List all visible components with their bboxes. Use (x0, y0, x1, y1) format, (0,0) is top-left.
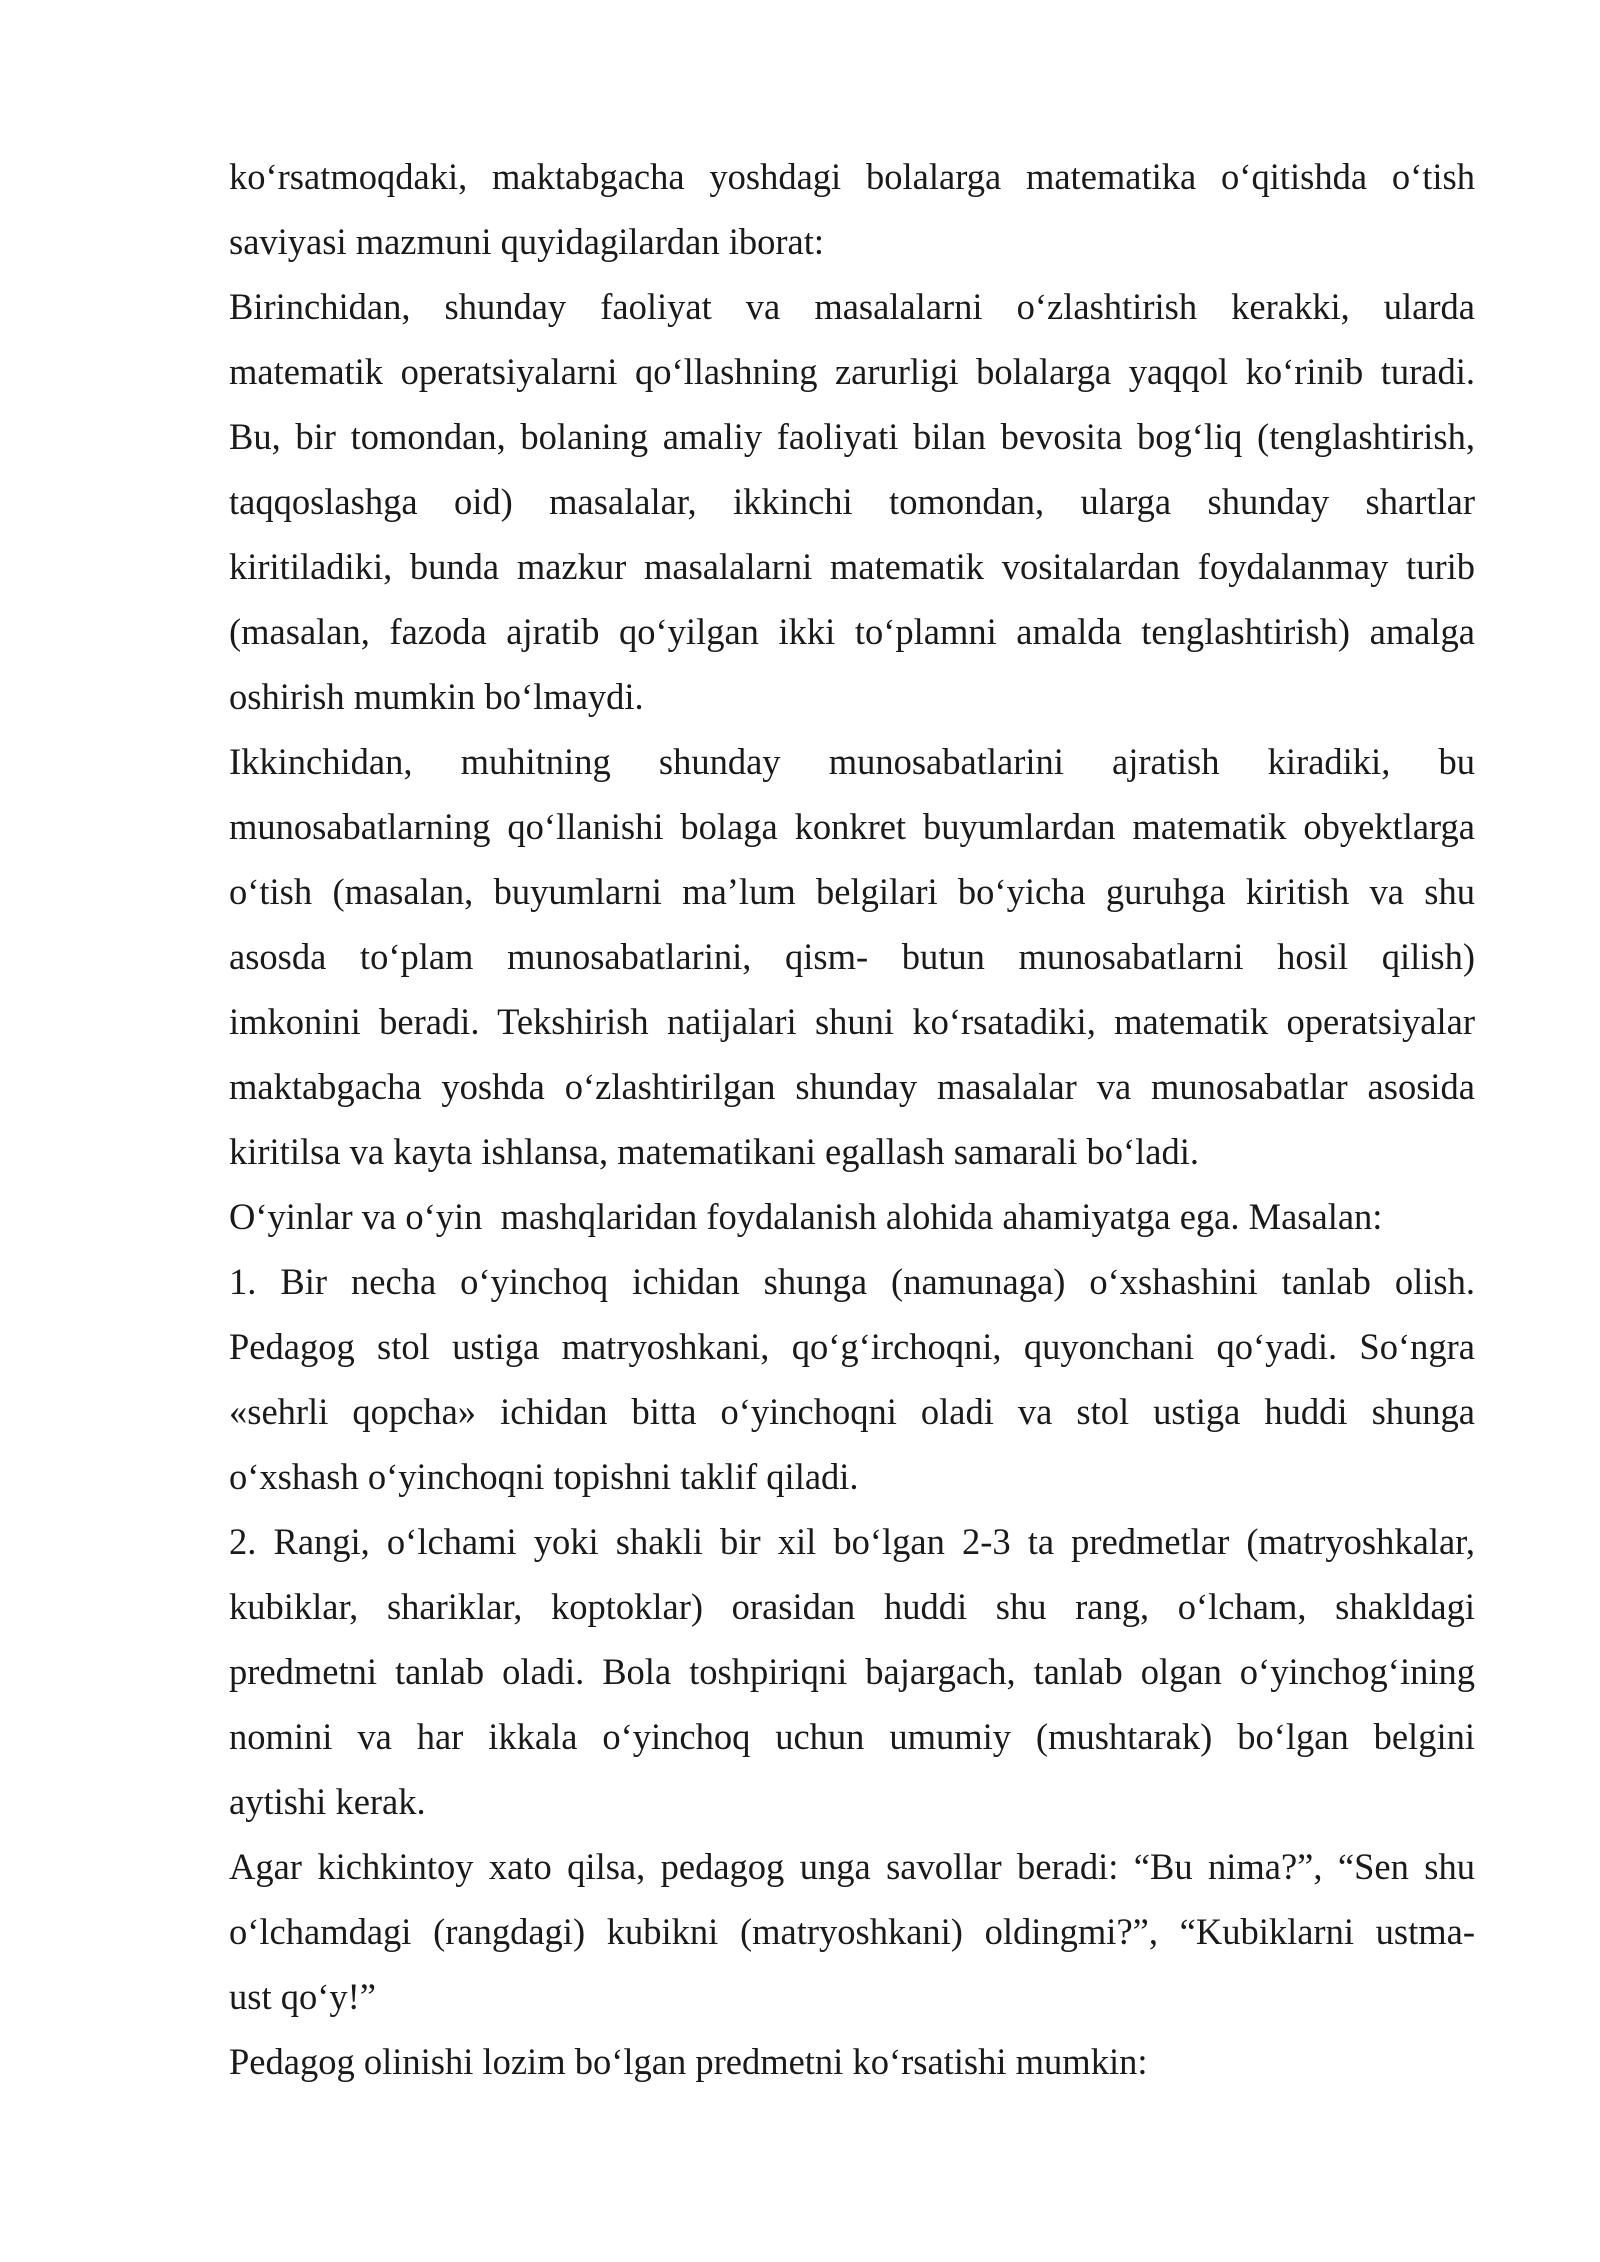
text-line: Birinchidan, shunday faoliyat va masalalarni o‘zlashtirish kerakki, ularda (229, 286, 1475, 327)
text-line: o‘lchamdagi (rangdagi) kubikni (matryoshkani) oldingmi?”, “Kubiklarni ustma- (229, 1911, 1475, 1952)
text-line: kubiklar, shariklar, koptoklar) orasidan huddi shu rang, o‘lcham, shakldagi (229, 1586, 1475, 1627)
text-line: Agar kichkintoy xato qilsa, pedagog unga savollar beradi: “Bu nima?”, “Sen shu (229, 1846, 1475, 1887)
text-line: Pedagog olinishi lozim bo‘lgan predmetni ko‘rsatishi mumkin: (229, 2041, 1148, 2082)
text-line: saviyasi mazmuni quyidagilardan iborat: (229, 221, 824, 262)
text-line: nomini va har ikkala o‘yinchoq uchun umumiy (mushtarak) bo‘lgan belgini (229, 1716, 1475, 1757)
text-line: o‘tish (masalan, buyumlarni ma’lum belgilari bo‘yicha guruhga kiritish va shu (229, 871, 1475, 912)
text-line: ust qo‘y!” (229, 1976, 376, 2017)
text-line: predmetni tanlab oladi. Bola toshpiriqni bajargach, tanlab olgan o‘yinchog‘ining (229, 1651, 1475, 1692)
text-line: O‘yinlar va o‘yin mashqlaridan foydalanish alohida ahamiyatga ega. Masalan: (229, 1196, 1383, 1237)
text-line: taqqoslashga oid) masalalar, ikkinchi tomondan, ularga shunday shartlar (229, 481, 1475, 522)
text-line: ko‘rsatmoqdaki, maktabgacha yoshdagi bolalarga matematika o‘qitishda o‘tish (229, 156, 1475, 197)
text-line: Ikkinchidan, muhitning shunday munosabatlarini ajratish kiradiki, bu (229, 741, 1475, 782)
text-line: asosda to‘plam munosabatlarini, qism- butun munosabatlarni hosil qilish) (229, 936, 1475, 977)
text-line: maktabgacha yoshda o‘zlashtirilgan shunday masalalar va munosabatlar asosida (229, 1066, 1475, 1107)
text-line: Bu, bir tomondan, bolaning amaliy faoliyati bilan bevosita bog‘liq (tenglashtirish, (229, 416, 1475, 457)
text-line: o‘xshash o‘yinchoqni topishni taklif qiladi. (229, 1456, 859, 1497)
text-line: aytishi kerak. (229, 1781, 426, 1822)
text-line: kiritilsa va kayta ishlansa, matematikani egallash samarali bo‘ladi. (229, 1131, 1199, 1172)
document-page (229, 144, 1475, 2094)
text-line: oshirish mumkin bo‘lmaydi. (229, 676, 644, 717)
text-line: kiritiladiki, bunda mazkur masalalarni matematik vositalardan foydalanmay turib (229, 546, 1475, 587)
text-line: matematik operatsiyalarni qo‘llashning zarurligi bolalarga yaqqol ko‘rinib turadi. (229, 351, 1475, 392)
text-line: 2. Rangi, o‘lchami yoki shakli bir xil bo‘lgan 2-3 ta predmetlar (matryoshkalar, (229, 1521, 1475, 1562)
text-line: munosabatlarning qo‘llanishi bolaga konkret buyumlardan matematik obyektlarga (229, 806, 1475, 847)
text-line: (masalan, fazoda ajratib qo‘yilgan ikki to‘plamni amalda tenglashtirish) amalga (229, 611, 1475, 652)
text-line: imkonini beradi. Tekshirish natijalari shuni ko‘rsatadiki, matematik operatsiyalar (229, 1001, 1475, 1042)
text-line: «sehrli qopcha» ichidan bitta o‘yinchoqni oladi va stol ustiga huddi shunga (229, 1391, 1475, 1432)
text-line: Pedagog stol ustiga matryoshkani, qo‘g‘irchoqni, quyonchani qo‘yadi. So‘ngra (229, 1326, 1475, 1367)
text-line: 1. Bir necha o‘yinchoq ichidan shunga (namunaga) o‘xshashini tanlab olish. (229, 1261, 1475, 1302)
